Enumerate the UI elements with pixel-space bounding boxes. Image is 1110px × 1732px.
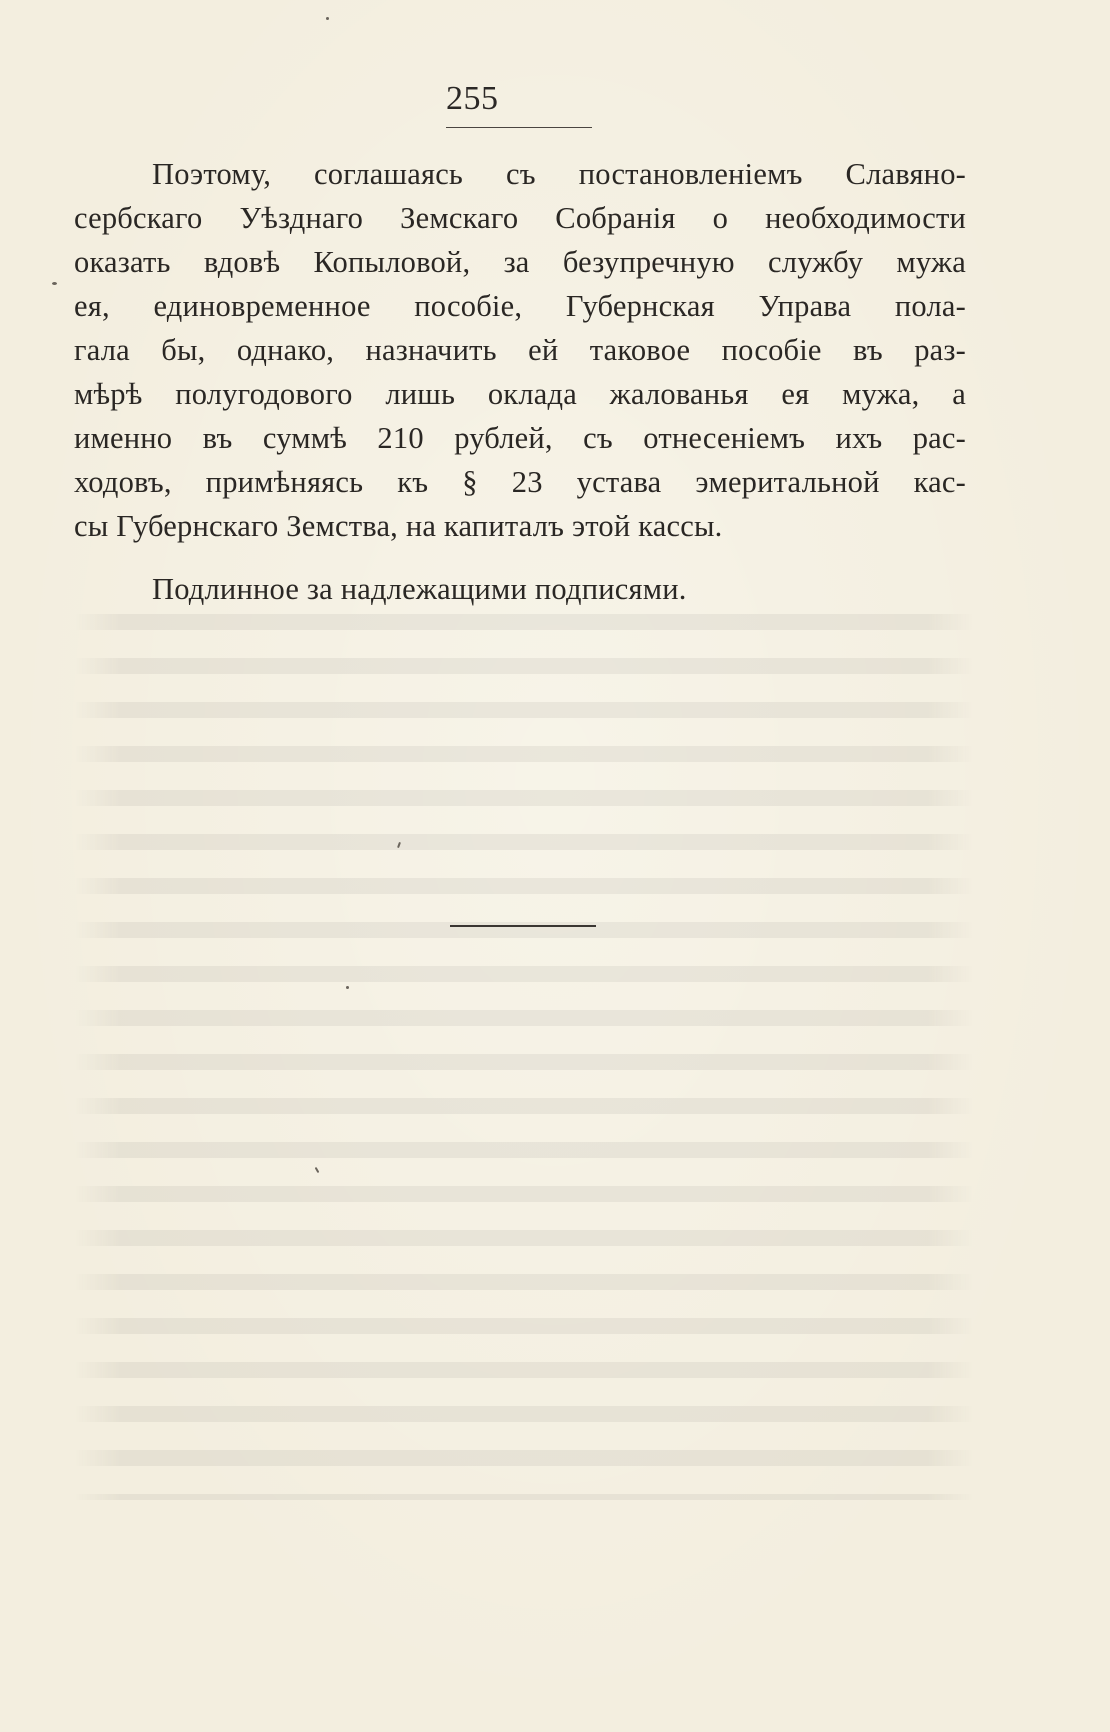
paragraph-line: мѣрѣ полугодового лишь оклада жалованья ея мужа, а [74, 377, 966, 411]
paragraph-line: сербскаго Уѣзднаго Земскаго Собранія о необходимости [74, 201, 966, 235]
bleed-through-texture [74, 600, 974, 1500]
paragraph-line: гала бы, однако, назначить ей таковое пособіе въ раз- [74, 333, 966, 367]
closing-rule [450, 925, 596, 927]
main-paragraph [74, 152, 966, 548]
paragraph-line: сы Губернскаго Земства, на капиталъ этой кассы. [74, 509, 723, 543]
paragraph-line: оказать вдовѣ Копыловой, за безупречную службу мужа [74, 245, 966, 279]
ink-speck [346, 986, 349, 989]
page-number: 255 [446, 80, 499, 117]
header-rule [446, 127, 592, 128]
paragraph-line: Поэтому, соглашаясь съ постановленіемъ Славяно- [152, 157, 966, 191]
signature-note: Подлинное за надлежащими подписями. [152, 572, 687, 606]
paragraph-line: ея, единовременное пособіе, Губернская Управа пола- [74, 289, 966, 323]
ink-speck [326, 17, 329, 20]
paragraph-line: ходовъ, примѣняясь къ § 23 устава эмеритальной кас- [74, 465, 966, 499]
paragraph-line: именно въ суммѣ 210 рублей, съ отнесеніемъ ихъ рас- [74, 421, 966, 455]
ink-speck [52, 282, 57, 285]
